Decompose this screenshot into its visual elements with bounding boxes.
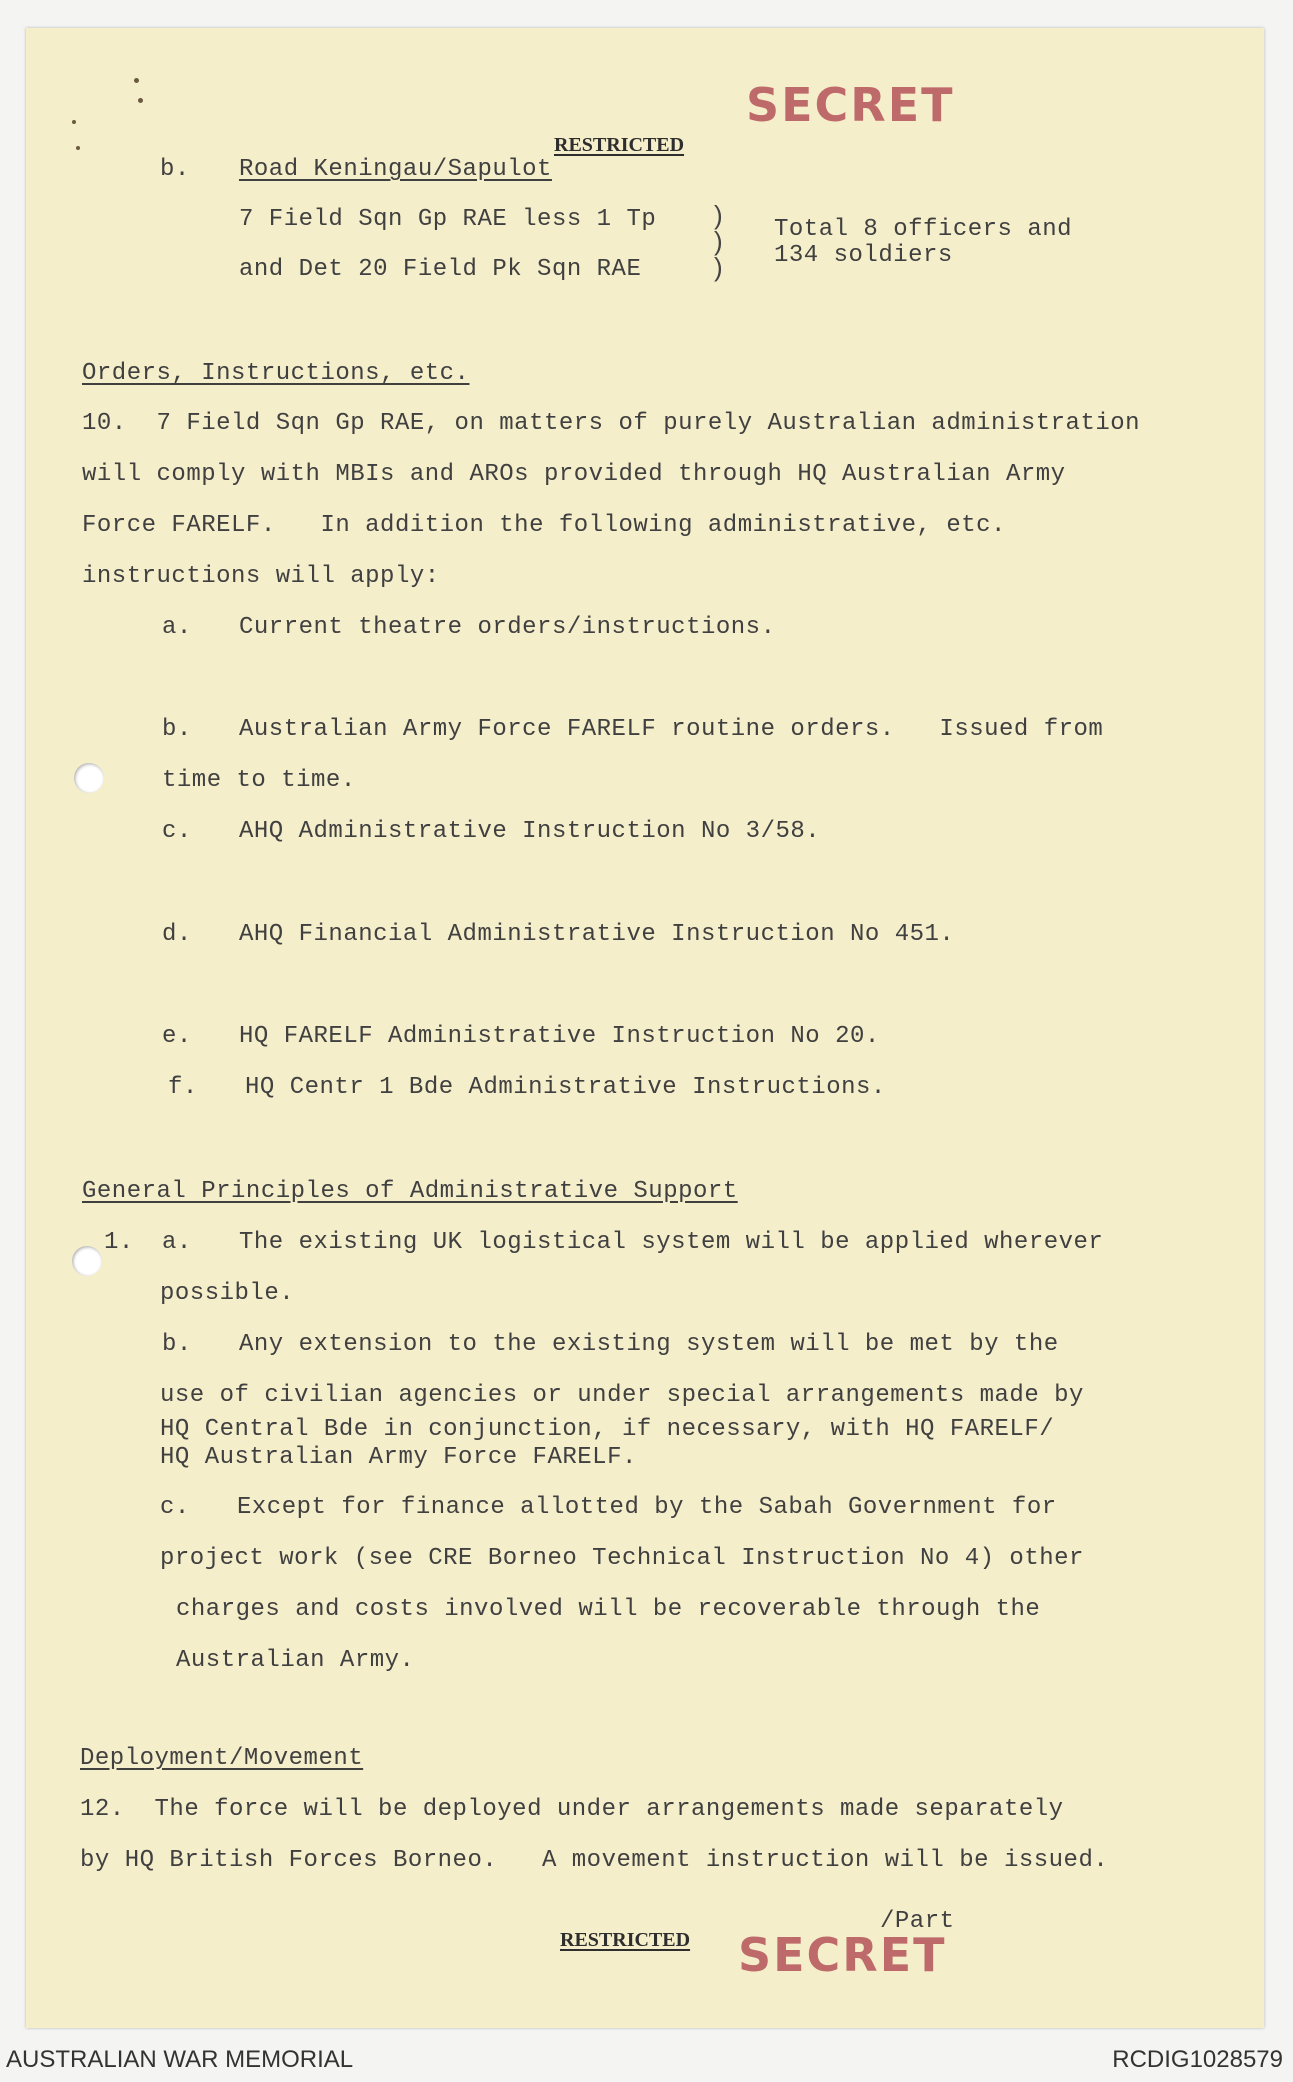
- brace: ): [714, 252, 723, 282]
- principles-b-marker: b.: [162, 1331, 192, 1358]
- footer-left: AUSTRALIAN WAR MEMORIAL: [6, 2046, 354, 2073]
- orders-heading: Orders, Instructions, etc.: [82, 360, 470, 387]
- restricted-stamp-bottom: RESTRICTED: [560, 1929, 691, 1951]
- principles-para-no: 1.: [104, 1229, 134, 1256]
- item-text: Australian Army Force FARELF routine orders. Issued from: [239, 716, 1104, 743]
- deployment-heading: Deployment/Movement: [80, 1745, 364, 1772]
- deployment-line1: 12. The force will be deployed under arrangements made separately: [80, 1796, 1064, 1823]
- section-b-line1: 7 Field Sqn Gp RAE less 1 Tp: [239, 206, 657, 233]
- principles-heading: General Principles of Administrative Support: [82, 1178, 738, 1205]
- orders-para-line: Force FARELF. In addition the following administrative, etc.: [82, 512, 1006, 539]
- paper-mark: [76, 146, 80, 150]
- principles-b-text: Any extension to the existing system will be met by the: [239, 1331, 1059, 1358]
- item-cont: time to time.: [162, 767, 356, 794]
- item-text: HQ Centr 1 Bde Administrative Instructions.: [245, 1074, 886, 1101]
- total-line2: 134 soldiers: [774, 242, 953, 269]
- orders-para-line: will comply with MBIs and AROs provided through HQ Australian Army: [82, 461, 1066, 488]
- document-page: [26, 28, 1264, 2028]
- item-marker: a.: [162, 614, 192, 641]
- deployment-line2: by HQ British Forces Borneo. A movement instruction will be issued.: [80, 1847, 1109, 1874]
- item-marker: f.: [168, 1074, 198, 1101]
- continuation-label: /Part: [880, 1908, 955, 1935]
- principles-a-cont: possible.: [160, 1280, 295, 1307]
- paper-mark: [72, 120, 76, 124]
- section-b-line2: and Det 20 Field Pk Sqn RAE: [239, 256, 642, 283]
- paper-mark: [138, 98, 143, 103]
- orders-para-line: 10. 7 Field Sqn Gp RAE, on matters of purely Australian administration: [82, 410, 1141, 437]
- principles-a-text: The existing UK logistical system will be applied wherever: [239, 1229, 1104, 1256]
- brace: ): [714, 200, 723, 230]
- principles-b-line: HQ Australian Army Force FARELF.: [160, 1444, 637, 1471]
- section-b-heading: Road Keningau/Sapulot: [239, 156, 552, 183]
- section-b-marker: b.: [160, 156, 190, 183]
- item-marker: e.: [162, 1023, 192, 1050]
- paper-mark: [134, 78, 139, 83]
- item-text: AHQ Administrative Instruction No 3/58.: [239, 818, 821, 845]
- footer-right: RCDIG1028579: [1112, 2046, 1283, 2073]
- item-text: Current theatre orders/instructions.: [239, 614, 776, 641]
- item-marker: d.: [162, 921, 192, 948]
- principles-c-text: Except for finance allotted by the Sabah Government for: [237, 1494, 1057, 1521]
- principles-c-line: Australian Army.: [176, 1647, 415, 1674]
- secret-stamp-top: SECRET: [746, 78, 955, 132]
- principles-c-line: project work (see CRE Borneo Technical Instruction No 4) other: [160, 1545, 1084, 1572]
- principles-b-line: HQ Central Bde in conjunction, if necessary, with HQ FARELF/: [160, 1416, 1055, 1443]
- item-text: AHQ Financial Administrative Instruction No 451.: [239, 921, 955, 948]
- orders-para-line: instructions will apply:: [82, 563, 440, 590]
- principles-a-marker: a.: [162, 1229, 192, 1256]
- principles-c-line: charges and costs involved will be recoverable through the: [176, 1596, 1041, 1623]
- secret-stamp-bottom: SECRET: [738, 1928, 947, 1982]
- item-marker: b.: [162, 716, 192, 743]
- principles-c-marker: c.: [160, 1494, 190, 1521]
- restricted-stamp-top: RESTRICTED: [554, 134, 685, 156]
- total-line1: Total 8 officers and: [774, 216, 1073, 243]
- item-marker: c.: [162, 818, 192, 845]
- principles-b-line: use of civilian agencies or under special arrangements made by: [160, 1382, 1084, 1409]
- punch-hole-top: [74, 763, 104, 793]
- punch-hole-bottom: [72, 1246, 102, 1276]
- item-text: HQ FARELF Administrative Instruction No 20.: [239, 1023, 880, 1050]
- brace: ): [714, 226, 723, 256]
